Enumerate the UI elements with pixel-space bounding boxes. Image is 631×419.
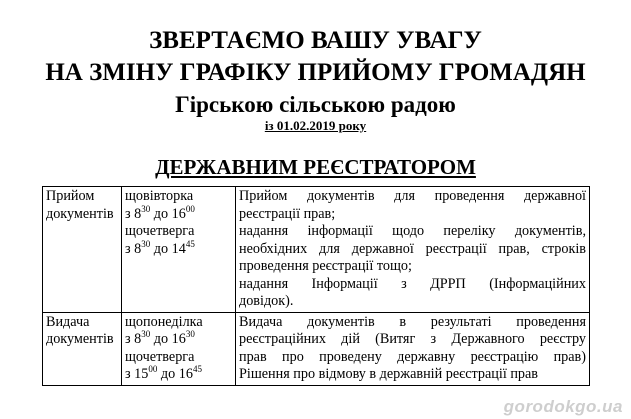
from-minute: 30 <box>141 203 151 214</box>
notice-title-line-2: НА ЗМІНУ ГРАФІКУ ПРИЙОМУ ГРОМАДЯН <box>45 59 586 86</box>
from-minute: 00 <box>148 364 158 374</box>
table-row <box>43 312 590 385</box>
description-line: необхідних для державної реєстрації прав, строків <box>239 240 586 257</box>
schedule-day: щочетверга <box>125 223 195 239</box>
site-watermark: gorodokgo.ua <box>503 397 623 416</box>
from-minute: 30 <box>141 238 151 249</box>
to-word: до <box>153 205 169 222</box>
to-hour: 16 <box>178 366 193 382</box>
schedule-cell <box>122 312 236 385</box>
to-hour: 14 <box>171 240 186 257</box>
description-line: реєстраційних дій (Витяг з Державного реєстру <box>239 331 586 347</box>
to-word: до <box>153 240 169 257</box>
from-hour: 8 <box>134 240 142 257</box>
from-word: з <box>125 240 131 257</box>
to-minute: 45 <box>192 364 202 374</box>
schedule-day: щовівторка <box>125 188 194 204</box>
description-line: надання Інформації з ДРРП (Інформаційних <box>239 275 586 292</box>
from-word: з <box>125 205 131 222</box>
schedule-cell <box>122 187 236 313</box>
schedule-hours <box>125 238 232 259</box>
description-line: Прийом документів для проведення державної <box>239 188 586 204</box>
to-minute: 00 <box>185 203 195 214</box>
to-word: до <box>153 331 169 347</box>
schedule-table <box>42 186 590 386</box>
service-label-line: Видача <box>46 313 90 330</box>
description-line: прав про проведену державну реєстрацію прав) <box>239 348 586 365</box>
schedule-hours <box>125 331 232 349</box>
from-hour: 8 <box>134 205 142 222</box>
description-line: надання інформації щодо переліку документів, <box>239 223 586 239</box>
to-hour: 16 <box>171 331 186 347</box>
schedule-day: щопонеділка <box>125 313 203 330</box>
description-line: Рішення про відмову в державній реєстрації прав <box>239 366 538 382</box>
service-label-line: Прийом <box>46 188 95 204</box>
from-hour: 8 <box>134 331 142 347</box>
notice-title-line-1: ЗВЕРТАЄМО ВАШУ УВАГУ <box>149 27 482 54</box>
effective-date: із 01.02.2019 року <box>264 118 367 133</box>
service-label-line: документів <box>46 331 114 347</box>
schedule-hours <box>125 203 232 224</box>
schedule-day: щочетверга <box>125 348 195 365</box>
from-word: з <box>125 366 131 382</box>
table-row <box>43 187 590 313</box>
description-line: проведення реєстрації тощо; <box>239 258 412 274</box>
notice-subtitle: Гірською сільською радою <box>175 92 456 117</box>
to-minute: 45 <box>185 238 195 249</box>
to-minute: 30 <box>185 329 195 339</box>
from-hour: 15 <box>134 366 149 382</box>
to-hour: 16 <box>171 205 186 222</box>
description-line: реєстрації прав; <box>239 205 336 222</box>
description-line: довідок). <box>239 293 294 309</box>
from-minute: 30 <box>141 329 151 339</box>
service-label-cell <box>43 312 122 385</box>
schedule-hours <box>125 366 232 384</box>
service-label-cell <box>43 187 122 313</box>
to-word: до <box>160 366 176 382</box>
description-cell <box>236 312 590 385</box>
description-line: Видача документів в результаті проведення <box>239 313 586 330</box>
description-cell <box>236 187 590 313</box>
section-title: ДЕРЖАВНИМ РЕЄСТРАТОРОМ <box>155 155 476 179</box>
service-label-line: документів <box>46 205 114 222</box>
from-word: з <box>125 331 131 347</box>
